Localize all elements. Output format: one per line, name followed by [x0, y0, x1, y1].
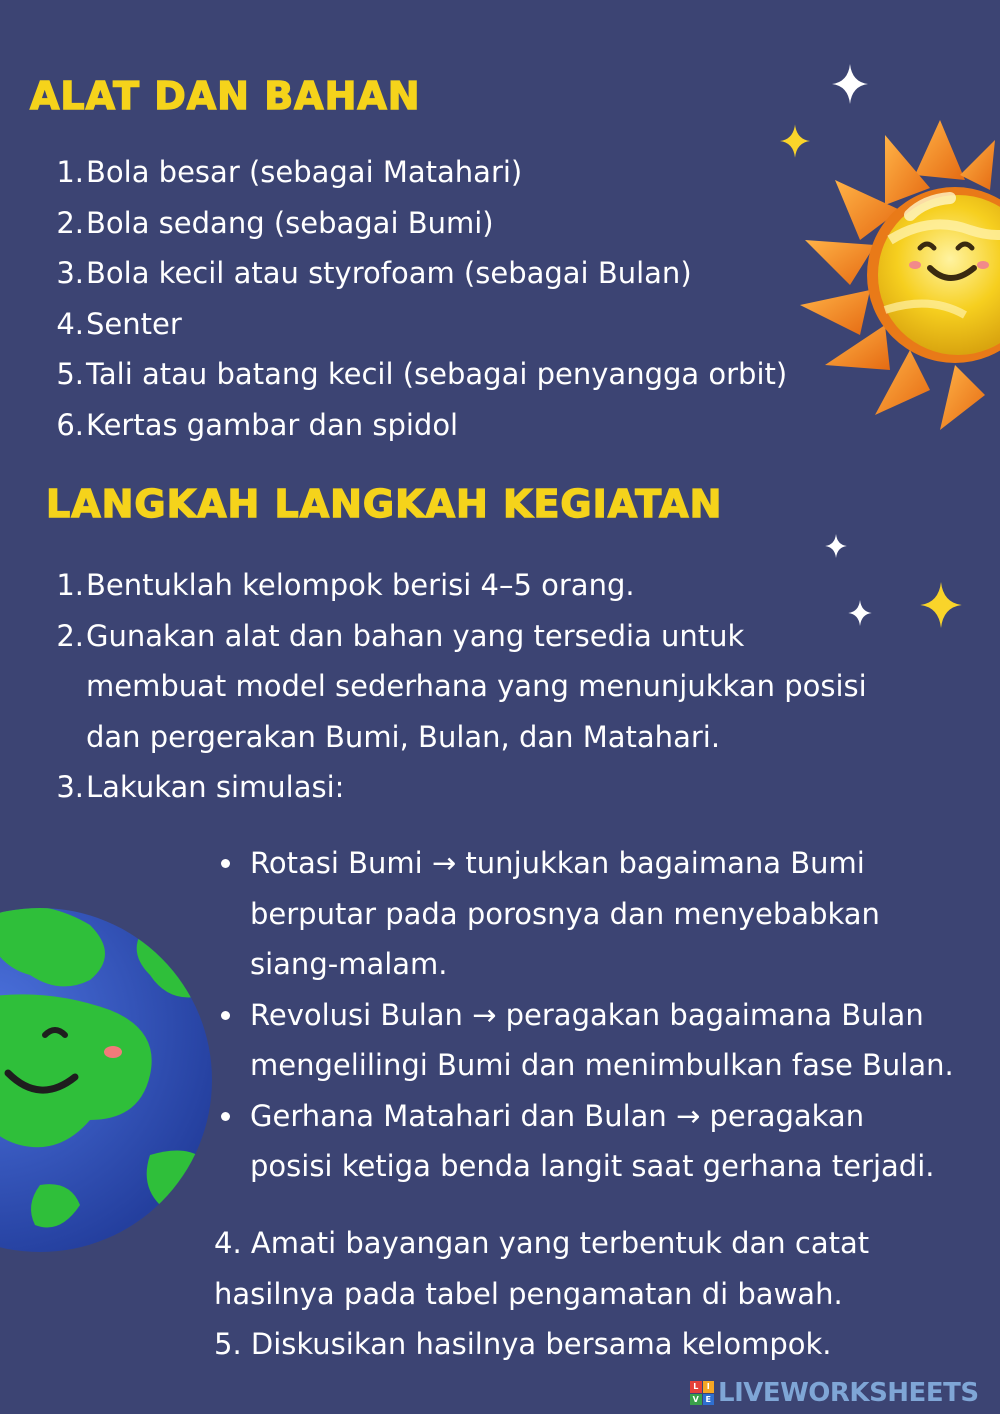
simulation-text: posisi ketiga benda langit saat gerhana terjadi. [250, 1149, 935, 1183]
item-number: 2. [56, 205, 84, 240]
list-item [0, 762, 867, 813]
list-item [215, 838, 954, 889]
simulation-text: Revolusi Bulan → peragakan bagaimana Bulan [250, 997, 924, 1032]
simulation-list [215, 838, 954, 1192]
list-item: hasilnya pada tabel pengamatan di bawah. [214, 1276, 843, 1311]
step-number: 1. [56, 568, 84, 602]
item-number: 3. [56, 256, 84, 290]
tools-heading: ALAT DAN BAHAN [30, 74, 421, 118]
list-item [0, 349, 787, 400]
bullet-icon [221, 1011, 230, 1020]
liveworksheets-watermark[interactable] [690, 1378, 979, 1408]
tools-list [0, 147, 787, 450]
list-item [0, 248, 787, 299]
list-item [215, 1040, 954, 1091]
list-item [215, 990, 954, 1041]
list-item [215, 889, 954, 940]
step-number: 2. [56, 618, 84, 653]
item-text: Bola sedang (sebagai Bumi) [86, 205, 494, 240]
step-number: 3. [56, 770, 84, 804]
logo-letter: E [703, 1394, 715, 1406]
steps-list [0, 560, 867, 813]
list-item [215, 939, 954, 990]
step-text: Lakukan simulasi: [86, 770, 345, 804]
list-item [0, 198, 787, 249]
logo-letter: I [703, 1381, 715, 1393]
list-item [0, 661, 867, 712]
sparkle-star-icon [832, 64, 868, 104]
list-item [0, 712, 867, 763]
item-text: Senter [86, 306, 182, 341]
list-item [0, 611, 867, 662]
sparkle-star-icon [920, 582, 962, 628]
steps-heading: LANGKAH LANGKAH KEGIATAN [46, 482, 723, 526]
bullet-icon [221, 859, 230, 868]
list-item [0, 299, 787, 350]
simulation-text: berputar pada porosnya dan menyebabkan [250, 896, 880, 931]
item-text: Tali atau batang kecil (sebagai penyangga orbit) [86, 357, 788, 391]
item-text: Kertas gambar dan spidol [86, 407, 459, 442]
list-item [0, 400, 787, 451]
logo-letter: L [690, 1381, 702, 1393]
list-item [0, 560, 867, 611]
simulation-text: Gerhana Matahari dan Bulan → peragakan [250, 1098, 865, 1133]
sparkle-star-icon [825, 534, 847, 558]
logo-letter: V [690, 1394, 702, 1406]
sun-illustration [790, 120, 1000, 430]
step-text: Bentuklah kelompok berisi 4–5 orang. [86, 568, 635, 602]
watermark-text: LIVEWORKSHEETS [718, 1378, 979, 1408]
item-number: 6. [56, 407, 84, 442]
list-item [215, 1141, 954, 1192]
item-number: 5. [56, 357, 84, 391]
list-item [215, 1091, 954, 1142]
item-text: Bola besar (sebagai Matahari) [86, 155, 523, 189]
list-item: 5. Diskusikan hasilnya bersama kelompok. [214, 1327, 832, 1361]
list-item: 4. Amati bayangan yang terbentuk dan catat [214, 1226, 870, 1260]
item-text: Bola kecil atau styrofoam (sebagai Bulan) [86, 256, 692, 290]
final-steps [214, 1218, 869, 1370]
earth-illustration [0, 905, 215, 1255]
liveworksheets-logo-icon [690, 1381, 714, 1405]
list-item [0, 147, 787, 198]
bullet-icon [221, 1112, 230, 1121]
step-text: Gunakan alat dan bahan yang tersedia untuk [86, 618, 745, 653]
step-text: dan pergerakan Bumi, Bulan, dan Matahari. [86, 719, 721, 754]
step-text: membuat model sederhana yang menunjukkan posisi [86, 669, 867, 703]
item-number: 1. [56, 155, 84, 189]
simulation-text: siang-malam. [250, 947, 448, 981]
simulation-text: mengelilingi Bumi dan menimbulkan fase Bulan. [250, 1048, 954, 1082]
item-number: 4. [56, 306, 84, 341]
simulation-text: Rotasi Bumi → tunjukkan bagaimana Bumi [250, 846, 865, 880]
